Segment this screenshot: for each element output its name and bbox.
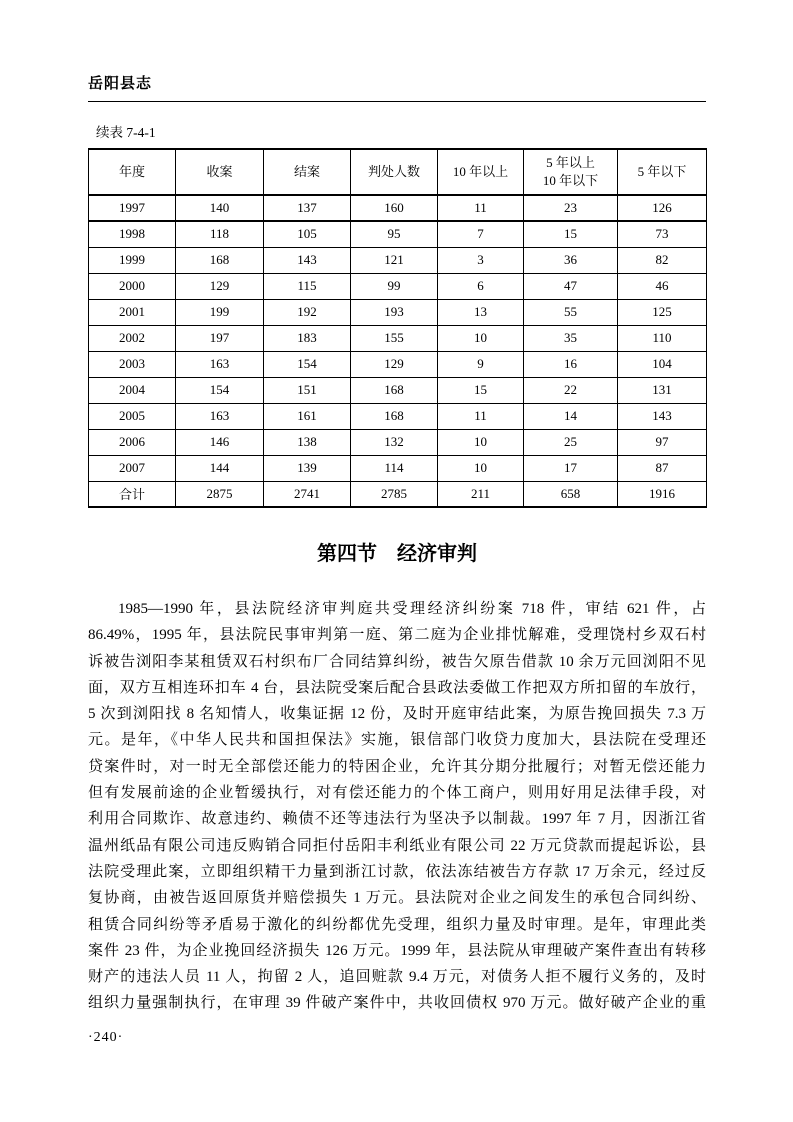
table-cell: 160 — [351, 195, 438, 221]
table-cell: 87 — [618, 455, 707, 481]
table-cell: 2007 — [89, 455, 176, 481]
table-cell: 25 — [524, 429, 618, 455]
table-cell: 143 — [264, 247, 351, 273]
table-cell: 121 — [351, 247, 438, 273]
table-row — [89, 273, 707, 299]
table-cell: 138 — [264, 429, 351, 455]
table-cell: 11 — [438, 403, 524, 429]
table-cell: 163 — [176, 403, 264, 429]
body-text-line: 组织力量强制执行，在审理 39 件破产案件中，共收回债权 970 万元。做好破产企业的重 — [88, 995, 706, 1012]
body-text-line: 但有发展前途的企业暂缓执行，对有偿还能力的个体工商户，则用好用足法律手段，对 — [88, 785, 706, 802]
table-row — [89, 403, 707, 429]
table-cell: 168 — [176, 247, 264, 273]
table-cell: 6 — [438, 273, 524, 299]
table-row — [89, 351, 707, 377]
table-cell: 55 — [524, 299, 618, 325]
table-cell: 2002 — [89, 325, 176, 351]
table-row — [89, 455, 707, 481]
body-text-line: 贷案件时，对一时无全部偿还能力的特困企业，允许其分期分批履行；对暂无偿还能力 — [88, 758, 706, 775]
table-cell: 97 — [618, 429, 707, 455]
table-cell: 129 — [351, 351, 438, 377]
court-cases-table — [88, 148, 707, 508]
table-cell: 13 — [438, 299, 524, 325]
table-cell: 137 — [264, 195, 351, 221]
section-title: 经济审判 — [397, 543, 477, 565]
table-cell: 10 — [438, 325, 524, 351]
body-text-line: 财产的违法人员 11 人，拘留 2 人，追回赃款 9.4 万元，对债务人拒不履行义务的，及时 — [88, 969, 706, 986]
table-cell: 2006 — [89, 429, 176, 455]
table-cell: 146 — [176, 429, 264, 455]
table-row — [89, 377, 707, 403]
table-header-cell: 判处人数 — [351, 149, 438, 195]
table-head — [89, 149, 707, 195]
table-cell: 11 — [438, 195, 524, 221]
table-cell: 22 — [524, 377, 618, 403]
table-cell: 154 — [264, 351, 351, 377]
table-cell: 2004 — [89, 377, 176, 403]
table-cell: 110 — [618, 325, 707, 351]
table-cell: 2741 — [264, 481, 351, 507]
table-cell: 193 — [351, 299, 438, 325]
table-cell: 139 — [264, 455, 351, 481]
table-cell: 1916 — [618, 481, 707, 507]
table-cell: 154 — [176, 377, 264, 403]
table-cell: 82 — [618, 247, 707, 273]
table-cell: 15 — [438, 377, 524, 403]
table-cell: 73 — [618, 221, 707, 247]
table-row — [89, 429, 707, 455]
table-cell: 199 — [176, 299, 264, 325]
table-cell: 151 — [264, 377, 351, 403]
page-number: ·240· — [88, 1030, 124, 1045]
body-text-line: 元。是年，《中华人民共和国担保法》实施，银信部门收贷力度加大，县法院在受理还 — [88, 732, 706, 749]
table-cell: 15 — [524, 221, 618, 247]
table-cell: 3 — [438, 247, 524, 273]
body-text-line: 温州纸品有限公司违反购销合同拒付岳阳丰利纸业有限公司 22 万元贷款而提起诉讼，县 — [88, 837, 706, 854]
body-text-line: 诉被告浏阳李某租赁双石村织布厂合同结算纠纷，被告欠原告借款 10 余万元回浏阳不见 — [88, 653, 706, 670]
table-cell: 1999 — [89, 247, 176, 273]
table-cell: 115 — [264, 273, 351, 299]
table-cell: 197 — [176, 325, 264, 351]
table-header-cell: 5 年以上 10 年以下 — [524, 149, 618, 195]
table-row — [89, 481, 707, 507]
table-body — [89, 195, 707, 507]
table-row — [89, 299, 707, 325]
body-text-line: 法院受理此案，立即组织精干力量到浙江讨款，依法冻结被告方存款 17 万余元，经过反 — [88, 863, 706, 880]
body-text-line: 利用合同欺诈、故意违约、赖债不还等违法行为坚决予以制裁。1997 年 7 月，因浙江省 — [88, 811, 706, 828]
table-header-cell: 收案 — [176, 149, 264, 195]
table-cell: 2875 — [176, 481, 264, 507]
table-cell: 17 — [524, 455, 618, 481]
table-cell: 211 — [438, 481, 524, 507]
table-cell: 16 — [524, 351, 618, 377]
body-text-line: 租赁合同纠纷等矛盾易于激化的纠纷都优先受理，组织力量及时审理。是年，审理此类 — [88, 916, 706, 933]
table-cell: 2785 — [351, 481, 438, 507]
table-cell: 2000 — [89, 273, 176, 299]
table-row — [89, 325, 707, 351]
table-cell: 131 — [618, 377, 707, 403]
table-header-cell: 年度 — [89, 149, 176, 195]
table-cell: 2001 — [89, 299, 176, 325]
table-cell: 118 — [176, 221, 264, 247]
table-cell: 23 — [524, 195, 618, 221]
table-cell: 1998 — [89, 221, 176, 247]
table-cell: 2003 — [89, 351, 176, 377]
table-cell: 36 — [524, 247, 618, 273]
table-cell: 126 — [618, 195, 707, 221]
table-cell: 144 — [176, 455, 264, 481]
body-text-line: 面，双方互相连环扣车 4 台，县法院受案后配合县政法委做工作把双方所扣留的车放行， — [88, 679, 706, 696]
section-number: 第四节 — [317, 543, 377, 565]
table-cell: 155 — [351, 325, 438, 351]
table-row — [89, 221, 707, 247]
body-paragraph — [88, 596, 706, 1017]
table-cell: 132 — [351, 429, 438, 455]
table-cell: 10 — [438, 429, 524, 455]
body-text-line: 1985—1990 年，县法院经济审判庭共受理经济纠纷案 718 件，审结 621 件，占 — [118, 601, 706, 617]
table-cell: 合计 — [89, 481, 176, 507]
table-cell: 161 — [264, 403, 351, 429]
table-row — [89, 195, 707, 221]
table-row — [89, 247, 707, 273]
table-cell: 183 — [264, 325, 351, 351]
body-text-line: 复协商，由被告返回原货并赔偿损失 1 万元。县法院对企业之间发生的承包合同纠纷、 — [88, 890, 706, 907]
table-cell: 129 — [176, 273, 264, 299]
table-cell: 2005 — [89, 403, 176, 429]
table-cell: 105 — [264, 221, 351, 247]
body-text-line: 86.49%，1995 年，县法院民事审判第一庭、第二庭为企业排忧解难，受理饶村乡双石村 — [88, 627, 706, 644]
table-cell: 168 — [351, 403, 438, 429]
header-rule — [88, 101, 706, 102]
table-cell: 35 — [524, 325, 618, 351]
table-cell: 658 — [524, 481, 618, 507]
body-text-line: 5 次到浏阳找 8 名知情人，收集证据 12 份，及时开庭审结此案，为原告挽回损失 7.3 万 — [88, 706, 706, 723]
table-caption: 续表 7-4-1 — [96, 125, 156, 140]
table-cell: 143 — [618, 403, 707, 429]
table-cell: 104 — [618, 351, 707, 377]
table-cell: 7 — [438, 221, 524, 247]
table-cell: 9 — [438, 351, 524, 377]
table-header-row — [89, 149, 707, 195]
table-header-cell: 5 年以下 — [618, 149, 707, 195]
running-header-title: 岳阳县志 — [88, 75, 153, 92]
table-cell: 192 — [264, 299, 351, 325]
table-cell: 95 — [351, 221, 438, 247]
table-header-cell: 10 年以上 — [438, 149, 524, 195]
section-heading — [88, 537, 706, 566]
table-cell: 10 — [438, 455, 524, 481]
table-cell: 99 — [351, 273, 438, 299]
table-cell: 125 — [618, 299, 707, 325]
table-header-cell: 结案 — [264, 149, 351, 195]
table-cell: 46 — [618, 273, 707, 299]
table-cell: 114 — [351, 455, 438, 481]
table-cell: 47 — [524, 273, 618, 299]
body-text-line: 案件 23 件，为企业挽回经济损失 126 万元。1999 年，县法院从审理破产案件查出有转移 — [88, 942, 706, 959]
table-cell: 163 — [176, 351, 264, 377]
table-cell: 168 — [351, 377, 438, 403]
table-cell: 1997 — [89, 195, 176, 221]
table-cell: 140 — [176, 195, 264, 221]
table-cell: 14 — [524, 403, 618, 429]
